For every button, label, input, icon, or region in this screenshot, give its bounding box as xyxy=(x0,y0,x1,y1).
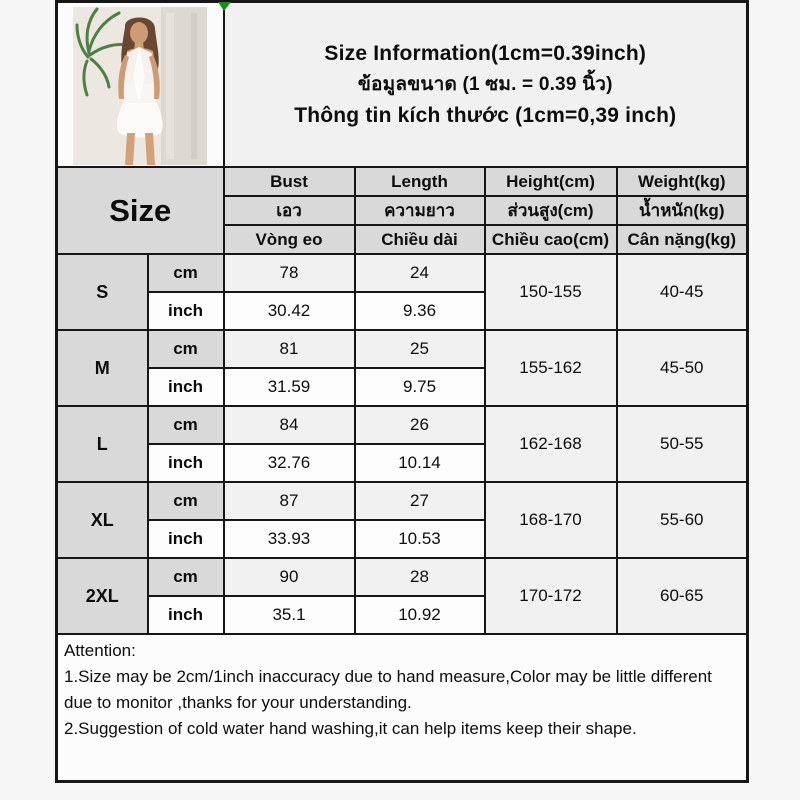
bust-cm-value: 87 xyxy=(224,482,355,520)
unit-cm-label: cm xyxy=(148,406,224,444)
unit-cm-label: cm xyxy=(148,558,224,596)
bust-cm-value: 90 xyxy=(224,558,355,596)
size-row-label: S xyxy=(57,254,148,330)
col-header-length-th: ความยาว xyxy=(355,196,485,225)
col-header-weight-th: น้ำหนัก(kg) xyxy=(617,196,748,225)
bust-inch-value: 30.42 xyxy=(224,292,355,330)
col-header-length-vi: Chiều dài xyxy=(355,225,485,254)
col-header-height-vi: Chiều cao(cm) xyxy=(485,225,617,254)
length-inch-value: 10.92 xyxy=(355,596,485,634)
weight-value: 40-45 xyxy=(617,254,748,330)
weight-value: 45-50 xyxy=(617,330,748,406)
size-row-label: XL xyxy=(57,482,148,558)
product-photo xyxy=(73,7,207,165)
unit-inch-label: inch xyxy=(148,292,224,330)
length-cm-value: 27 xyxy=(355,482,485,520)
title-block xyxy=(224,2,748,168)
weight-value: 50-55 xyxy=(617,406,748,482)
weight-value: 60-65 xyxy=(617,558,748,634)
length-inch-value: 10.53 xyxy=(355,520,485,558)
attention-heading: Attention: xyxy=(64,641,136,660)
col-header-length-en: Length xyxy=(355,167,485,196)
size-header-cell: Size xyxy=(57,167,224,254)
col-header-bust-vi: Vòng eo xyxy=(224,225,355,254)
col-header-weight-en: Weight(kg) xyxy=(617,167,748,196)
col-header-height-th: ส่วนสูง(cm) xyxy=(485,196,617,225)
length-cm-value: 24 xyxy=(355,254,485,292)
attention-note xyxy=(57,634,748,782)
height-value: 162-168 xyxy=(485,406,617,482)
weight-value: 55-60 xyxy=(617,482,748,558)
leaf-accent-icon xyxy=(218,2,231,11)
length-cm-value: 25 xyxy=(355,330,485,368)
unit-cm-label: cm xyxy=(148,254,224,292)
col-header-bust-en: Bust xyxy=(224,167,355,196)
col-header-height-en: Height(cm) xyxy=(485,167,617,196)
bust-cm-value: 81 xyxy=(224,330,355,368)
attention-note-1: 1.Size may be 2cm/1inch inaccuracy due to hand measure,Color may be little different due to monitor ,thanks for your understanding. xyxy=(64,667,712,712)
length-inch-value: 9.75 xyxy=(355,368,485,406)
length-cm-value: 26 xyxy=(355,406,485,444)
attention-note-2: 2.Suggestion of cold water hand washing,it can help items keep their shape. xyxy=(64,719,637,738)
unit-cm-label: cm xyxy=(148,482,224,520)
height-value: 150-155 xyxy=(485,254,617,330)
unit-cm-label: cm xyxy=(148,330,224,368)
col-header-weight-vi: Cân nặng(kg) xyxy=(617,225,748,254)
unit-inch-label: inch xyxy=(148,368,224,406)
bust-inch-value: 32.76 xyxy=(224,444,355,482)
unit-inch-label: inch xyxy=(148,596,224,634)
size-row-label: L xyxy=(57,406,148,482)
length-inch-value: 10.14 xyxy=(355,444,485,482)
size-row-label: M xyxy=(57,330,148,406)
bust-inch-value: 31.59 xyxy=(224,368,355,406)
length-cm-value: 28 xyxy=(355,558,485,596)
bust-cm-value: 78 xyxy=(224,254,355,292)
title-thai: ข้อมูลขนาด (1 ซม. = 0.39 นิ้ว) xyxy=(357,74,613,95)
size-information-sheet xyxy=(55,0,746,783)
size-row-label: 2XL xyxy=(57,558,148,634)
size-table xyxy=(55,0,749,783)
bust-cm-value: 84 xyxy=(224,406,355,444)
bust-inch-value: 33.93 xyxy=(224,520,355,558)
unit-inch-label: inch xyxy=(148,520,224,558)
unit-inch-label: inch xyxy=(148,444,224,482)
product-photo-cell xyxy=(57,2,224,168)
height-value: 168-170 xyxy=(485,482,617,558)
col-header-bust-th: เอว xyxy=(224,196,355,225)
height-value: 170-172 xyxy=(485,558,617,634)
length-inch-value: 9.36 xyxy=(355,292,485,330)
bust-inch-value: 35.1 xyxy=(224,596,355,634)
title-english: Size Information(1cm=0.39inch) xyxy=(324,42,647,65)
product-photo-illustration xyxy=(73,7,207,165)
title-vietnamese: Thông tin kích thước (1cm=0,39 inch) xyxy=(294,104,677,127)
height-value: 155-162 xyxy=(485,330,617,406)
